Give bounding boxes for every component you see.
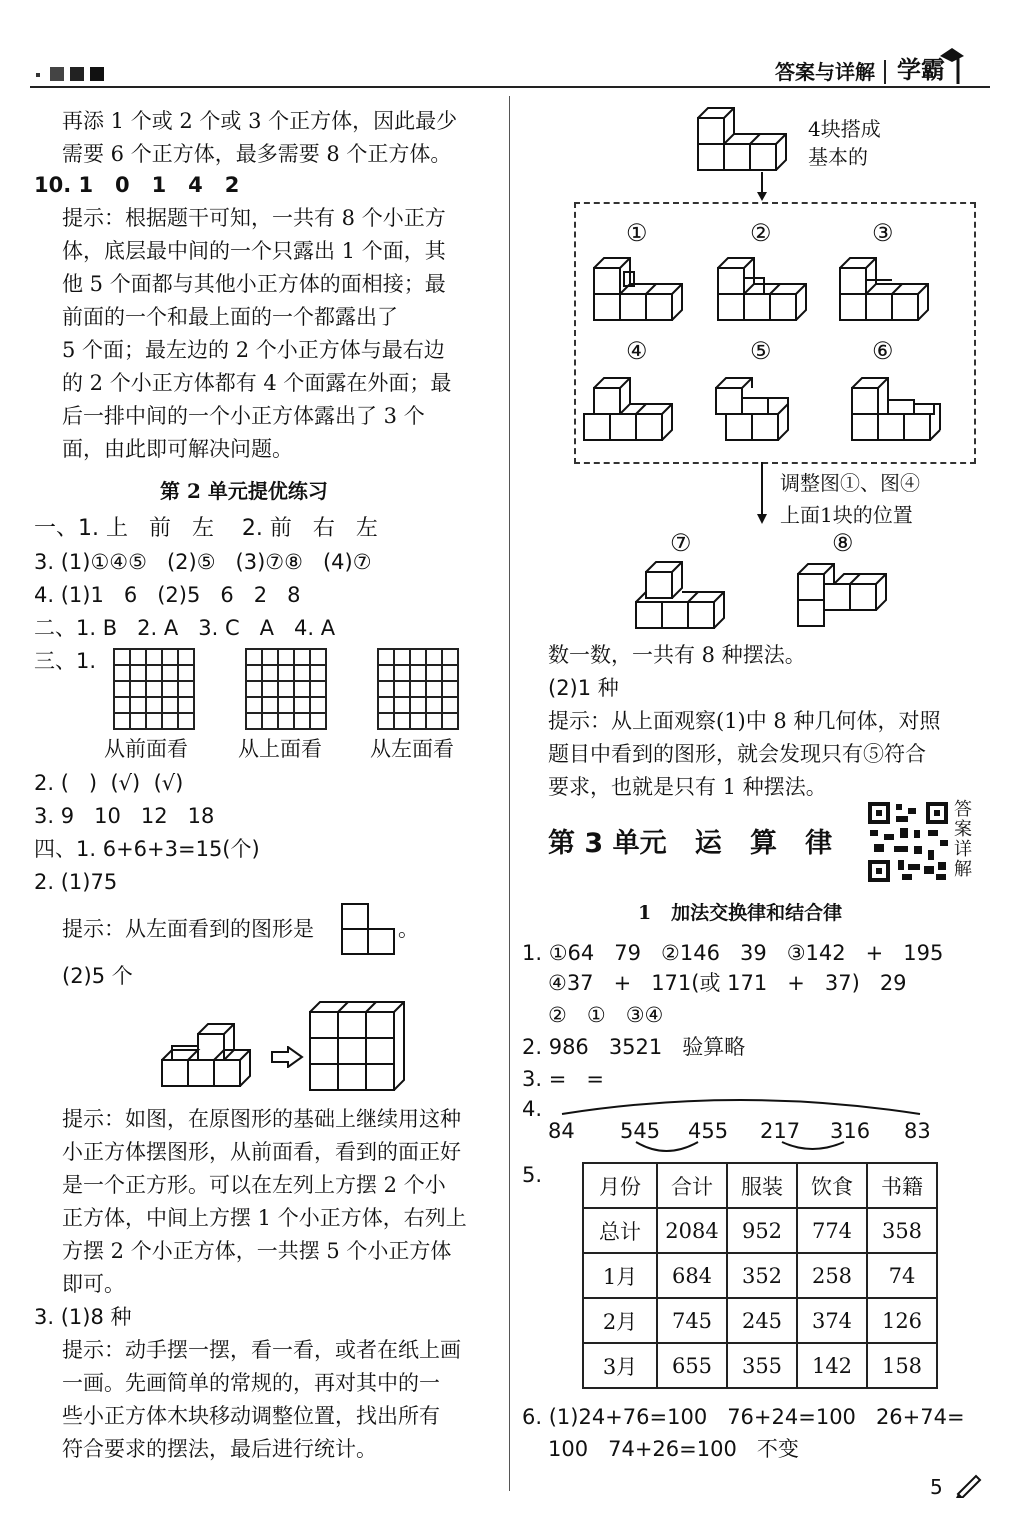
answer-line: 四、1. 6+6+3=15(个): [34, 837, 260, 861]
answer-line: 3. = =: [522, 1067, 604, 1091]
brand-hat-icon: [938, 44, 964, 86]
table-cell: 74: [867, 1253, 937, 1298]
label-8: ⑧: [832, 529, 854, 557]
hint-line: 即可。: [62, 1272, 125, 1296]
hint-line: 提示：动手摆一摆，看一看，或者在纸上画: [62, 1338, 461, 1362]
hint-line: 是一个正方形。可以在左列上方摆 2 个小: [62, 1173, 446, 1197]
table-cell: 684: [657, 1253, 727, 1298]
hint-left-view: 提示：从左面看到的图形是: [62, 917, 314, 941]
label-2: ②: [750, 219, 772, 247]
hint-line: 要求，也就是只有 1 种摆法。: [548, 775, 827, 799]
hint-line: 前面的一个和最上面的一个都露出了: [62, 305, 398, 329]
page-number: 5: [930, 1475, 943, 1499]
number: 455: [688, 1119, 729, 1143]
table-header-cell: 月份: [583, 1163, 657, 1208]
answer-5-label: 5.: [522, 1163, 543, 1187]
table-header-cell: 合计: [657, 1163, 727, 1208]
arrow-down-icon: [755, 462, 769, 526]
table-cell: 2084: [657, 1208, 727, 1253]
table-header-cell: 饮食: [797, 1163, 867, 1208]
table-cell: 358: [867, 1208, 937, 1253]
table-cell: 158: [867, 1343, 937, 1388]
hint-line: 符合要求的摆法，最后进行统计。: [62, 1437, 377, 1461]
text-line: 数一数，一共有 8 种摆法。: [548, 643, 806, 667]
table-cell: 258: [797, 1253, 867, 1298]
view-label-top: 从上面看: [238, 737, 322, 761]
column-divider: [509, 96, 510, 1491]
table-cell: 2月: [583, 1298, 657, 1343]
hint-line: 的 2 个小正方体都有 4 个面露在外面；最: [62, 371, 452, 395]
view-label-left: 从左面看: [370, 737, 454, 761]
label-5: ⑤: [750, 337, 772, 365]
answer-10: 10. 1 0 1 4 2: [34, 173, 240, 197]
arrangement-2: [714, 254, 814, 324]
answer-line: 3. (1)8 种: [34, 1305, 132, 1329]
arrangement-1: [590, 254, 690, 324]
front-view-grid: [113, 648, 195, 730]
qr-code[interactable]: [866, 800, 950, 884]
answer-line: 3. (1)①④⑤ (2)⑤ (3)⑦⑧ (4)⑦: [34, 550, 372, 574]
hint-line: 他 5 个面都与其他小正方体的面相接；最: [62, 272, 446, 296]
hint-line: 后一排中间的一个小正方体露出了 3 个: [62, 404, 425, 428]
answer-line: 2. 986 3521 验算略: [522, 1035, 746, 1059]
arrangement-3: [836, 254, 936, 324]
hint-line: 一画。先画简单的常规的，再对其中的一: [62, 1371, 440, 1395]
arrangement-7: [632, 558, 732, 632]
hint-line: 正方体，中间上方摆 1 个小正方体，右列上: [62, 1206, 467, 1230]
answer-line: 3. 9 10 12 18: [34, 804, 215, 828]
label-1: ①: [626, 219, 648, 247]
arrangement-4: [580, 374, 692, 444]
answer-line: 6. (1)24+76=100 76+24=100 26+74=: [522, 1405, 965, 1429]
label-6: ⑥: [872, 337, 894, 365]
table-row: [583, 1343, 937, 1388]
answer-line: 100 74+26=100 不变: [548, 1437, 799, 1461]
label-7: ⑦: [670, 529, 692, 557]
arrangement-5: [712, 374, 812, 444]
hint-line: 方摆 2 个小正方体，一共摆 5 个小正方体: [62, 1239, 452, 1263]
header-divider: [884, 60, 886, 84]
text-line: 再添 1 个或 2 个或 3 个正方体，因此最少: [62, 109, 458, 133]
base-cube-figure: [694, 104, 794, 174]
table-header-cell: 书籍: [867, 1163, 937, 1208]
table-cell: 1月: [583, 1253, 657, 1298]
hint-line: 提示：如图，在原图形的基础上继续用这种: [62, 1107, 461, 1131]
table-cell: 374: [797, 1298, 867, 1343]
expense-table: [582, 1162, 938, 1389]
hint-line: 提示：根据题干可知，一共有 8 个小正方: [62, 206, 446, 230]
hint-line: 些小正方体木块移动调整位置，找出所有: [62, 1404, 440, 1428]
top-view-grid: [245, 648, 327, 730]
cube-figure-extended: [306, 998, 412, 1094]
answer-line: 2. (1)75: [34, 870, 118, 894]
hint-line: 题目中看到的图形，就会发现只有⑤符合: [548, 742, 926, 766]
arrow-right-icon: [270, 1046, 304, 1068]
number: 316: [830, 1119, 871, 1143]
hint-line: 面，由此即可解决问题。: [62, 437, 293, 461]
number: 217: [760, 1119, 801, 1143]
table-header-row: [583, 1163, 937, 1208]
section-title: 第 2 单元提优练习: [160, 479, 328, 503]
arrow-down-icon: [755, 172, 769, 202]
number: 83: [904, 1119, 931, 1143]
table-cell: 655: [657, 1343, 727, 1388]
left-view-shape: [340, 902, 400, 956]
label-4: ④: [626, 337, 648, 365]
table-row: [583, 1208, 937, 1253]
arrangement-6: [848, 374, 948, 444]
view-label-front: 从前面看: [104, 737, 188, 761]
period: 。: [398, 917, 419, 941]
cube-figure-original: [158, 1020, 270, 1090]
table-cell: 355: [727, 1343, 797, 1388]
answer-line: (2)5 个: [62, 964, 133, 988]
answer-line: 二、1. B 2. A 3. C A 4. A: [34, 616, 336, 640]
answer-line: 三、1.: [34, 649, 97, 673]
answer-line: 4. (1)1 6 (2)5 6 2 8: [34, 583, 301, 607]
answer-line: 1. ①64 79 ②146 39 ③142 + 195: [522, 941, 944, 965]
table-header-cell: 服装: [727, 1163, 797, 1208]
answer-4-label: 4.: [522, 1097, 543, 1121]
table-cell: 142: [797, 1343, 867, 1388]
arrangement-8: [794, 560, 894, 630]
adjust-note: 调整图①、图④: [780, 471, 920, 495]
brand-logo: 学霸: [897, 56, 945, 84]
unit-title: 第 3 单元 运 算 律: [548, 828, 833, 859]
header-squares: [36, 67, 116, 81]
table-cell: 745: [657, 1298, 727, 1343]
table-cell: 352: [727, 1253, 797, 1298]
header-title: 答案与详解: [775, 60, 875, 84]
header-rule: [30, 86, 990, 88]
pencil-icon: [954, 1470, 984, 1498]
table-cell: 774: [797, 1208, 867, 1253]
adjust-note: 上面1块的位置: [780, 503, 913, 527]
base-label: 基本的: [808, 145, 868, 169]
qr-caption: 答 案 详 解: [954, 799, 972, 880]
answer-line: 2. ( ) (√) (√): [34, 771, 184, 795]
lesson-title: 1 加法交换律和结合律: [638, 902, 843, 924]
hint-line: 5 个面；最左边的 2 个小正方体与最右边: [62, 338, 445, 362]
table-row: [583, 1253, 937, 1298]
table-cell: 总计: [583, 1208, 657, 1253]
text-line: 需要 6 个正方体，最多需要 8 个正方体。: [62, 142, 452, 166]
number: 545: [620, 1119, 661, 1143]
hint-line: 提示：从上面观察(1)中 8 种几何体，对照: [548, 709, 941, 733]
number: 84: [548, 1119, 575, 1143]
hint-line: 体，底层最中间的一个只露出 1 个面，其: [62, 239, 446, 263]
label-3: ③: [872, 219, 894, 247]
base-label: 4块搭成: [808, 117, 881, 141]
table-cell: 126: [867, 1298, 937, 1343]
pairing-arcs: [550, 1094, 950, 1164]
table-cell: 245: [727, 1298, 797, 1343]
table-row: [583, 1298, 937, 1343]
hint-line: 小正方体摆图形，从前面看，看到的面正好: [62, 1140, 461, 1164]
answer-line: (2)1 种: [548, 676, 619, 700]
answer-line: ② ① ③④: [548, 1003, 664, 1027]
answer-line: 一、1. 上 前 左 2. 前 右 左: [34, 516, 378, 541]
table-cell: 952: [727, 1208, 797, 1253]
answer-line: ④37 + 171(或 171 + 37) 29: [548, 971, 907, 995]
left-view-grid: [377, 648, 459, 730]
table-cell: 3月: [583, 1343, 657, 1388]
